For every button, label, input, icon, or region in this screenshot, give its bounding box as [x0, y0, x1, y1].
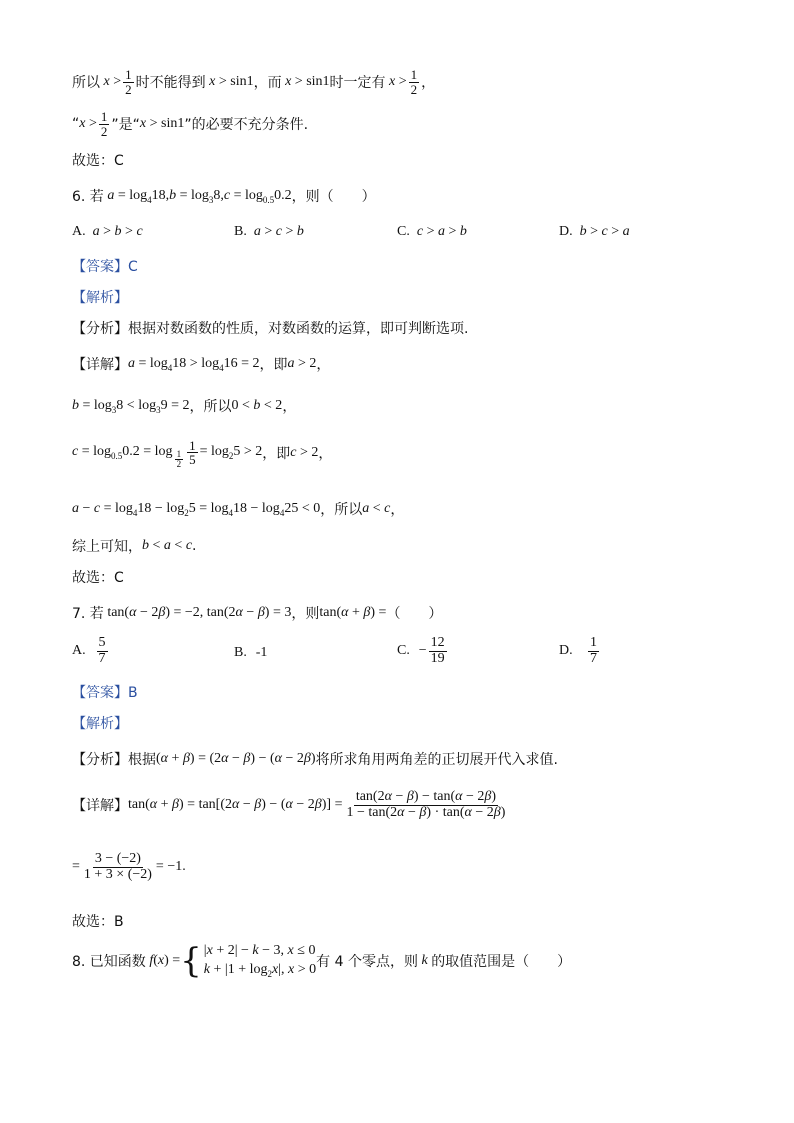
- q6-option-a[interactable]: A. a > b > c: [72, 224, 143, 239]
- answer-7: 【答案】B: [72, 685, 138, 701]
- text: 时一定有: [329, 75, 386, 92]
- fraction: $\frac{1}{2}$: [410, 67, 418, 97]
- math: $a = \log_418,b = \log_38,c = \log_{0.5}0.2$: [103, 187, 292, 205]
- q7-option-a[interactable]: A. $\frac{5}{7}$: [72, 635, 106, 666]
- text: 所以: [72, 75, 100, 92]
- fenxi-6: 【分析】根据对数函数的性质，对数函数的运算，即可判断选项.: [72, 321, 469, 337]
- text: ”是“: [111, 117, 140, 134]
- answer-6: 【答案】C: [72, 259, 138, 275]
- detail-7-b: = $\frac{3 - (-2)}{1 + 3 \times (-2)}$ = −1.: [72, 851, 186, 882]
- q7-option-b[interactable]: B. -1: [234, 645, 268, 660]
- text-line-1: [72, 68, 435, 96]
- math: x > sin1: [205, 74, 254, 90]
- analysis-7: 【解析】: [72, 716, 128, 732]
- math: x > sin1: [281, 74, 330, 90]
- text: ，而: [253, 75, 282, 92]
- question-6: [72, 186, 376, 206]
- detail-6-b: $b = \log_38 < \log_39 = 2$ ，所以 0 < b < 2 ，: [72, 397, 297, 415]
- text-line-2: [72, 110, 308, 138]
- q7-option-c[interactable]: C. − $\frac{12}{19}$: [397, 635, 445, 666]
- detail-6-c: $c = \log_{0.5}0.2 = \log$ $\frac{1}{2}$ $\frac{1}{5}$ = $\log_25 > 2$ ，即 c > 2 ，: [72, 437, 333, 470]
- brace: {: [180, 941, 202, 982]
- fenxi-7: 【分析】根据 (α + β) = (2α − β) − (α − 2β) 将所求角用两角差的正切展开代入求值.: [72, 751, 559, 768]
- summary-6: 综上可知， b < a < c .: [72, 538, 197, 555]
- math: x >: [385, 74, 407, 90]
- text: “: [72, 116, 80, 133]
- text: 时不能得到: [135, 75, 206, 92]
- analysis-6: 【解析】: [72, 290, 128, 306]
- detail-6-a: 【详解】 $a = \log_418 > \log_416 = 2$ ，即 a > 2 ，: [72, 355, 331, 373]
- question-7: 7. 若 tan(α − 2β) = −2, tan(2α − β) = 3 ，则 tan(α + β) = （ ）: [72, 605, 443, 622]
- detail-7-a: 【详解】 tan(α + β) = tan[(2α − β) − (α − 2β)] = $\frac{\tan(2\alpha - \beta) - \tan(\alpha - 2\beta)}{1 - \tan(2\alpha - \beta) \cdot \tan(\alpha - 2\beta)}$: [72, 789, 506, 820]
- text: ，: [421, 75, 436, 92]
- q6-option-c[interactable]: C. c > a > b: [397, 224, 467, 239]
- math: x >: [100, 74, 122, 90]
- math: x > sin1: [139, 116, 185, 132]
- q7-option-d[interactable]: D. $\frac{1}{7}$: [559, 635, 597, 666]
- q6-option-d[interactable]: D. b > c > a: [559, 224, 630, 239]
- piecewise: |x + 2| − k − 3, x ≤ 0 $k + |1 + \log_2x|$, x > 0: [203, 943, 317, 979]
- fraction: $\frac{1}{2}$: [125, 67, 132, 97]
- detail-6-d: $a - c = \log_418 - \log_25 = \log_418 - \log_425 < 0$ ，所以 a < c ，: [72, 500, 405, 518]
- pick-answer-5: 故选：C: [72, 153, 124, 169]
- q6-option-b[interactable]: B. a > c > b: [234, 224, 304, 239]
- pick-answer-7: 故选：B: [72, 914, 124, 930]
- math: x >: [79, 116, 97, 132]
- question-8: 8. 已知函数 f(x) = { |x + 2| − k − 3, x ≤ 0 $k + |1 + \log_2x|$, x > 0 有 4 个零点，则 k 的取值范围是（ ）: [72, 941, 572, 982]
- pick-answer-6: 故选：C: [72, 570, 124, 586]
- fraction: $\frac{1}{2}$: [100, 109, 108, 139]
- text: ，则（ ）: [291, 189, 376, 205]
- text: 6. 若: [72, 189, 104, 205]
- text: ”的必要不充分条件.: [184, 117, 309, 134]
